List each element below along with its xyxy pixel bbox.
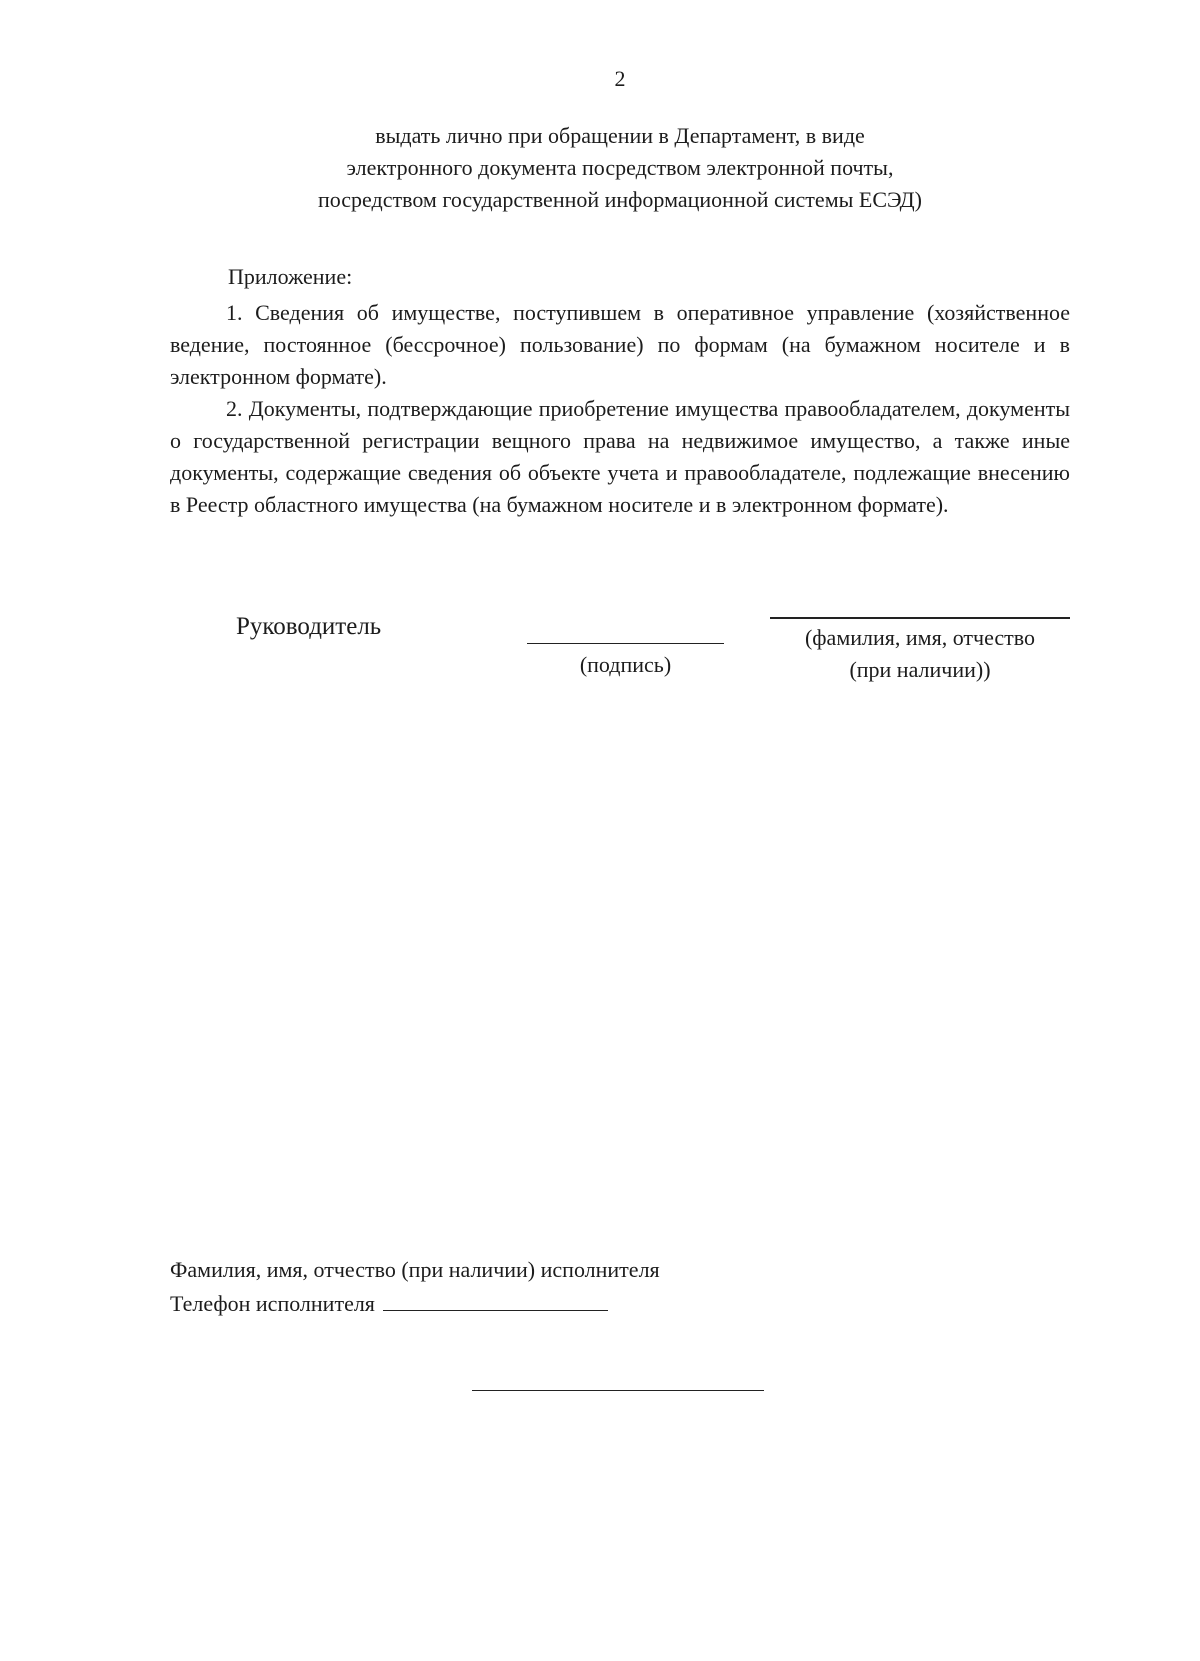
delivery-line: посредством государственной информационной системы ЕСЭД) bbox=[317, 187, 923, 212]
attachment-item-2: 2. Документы, подтверждающие приобретение имущества правообладателем, документы о государственной регистрации вещного права на недвижимое имущество, а также иные документы, содержащие сведения об объекте учета и правообладателе, подлежащие внесению в Реестр областного имущества (на бумажном носителе и в электронном формате). bbox=[170, 396, 1070, 517]
end-of-document-rule bbox=[472, 1390, 764, 1391]
name-caption-line: (фамилия, имя, отчество bbox=[804, 625, 1036, 650]
name-caption bbox=[770, 622, 1070, 686]
head-title: Руководитель bbox=[236, 613, 382, 640]
attachment-item-1: 1. Сведения об имуществе, поступившем в оперативное управление (хозяйственное ведение, постоянное (бессрочное) пользование) по формам (на бумажном носителе и в электронном формате). bbox=[170, 300, 1070, 389]
executor-phone-label: Телефон исполнителя bbox=[170, 1291, 375, 1316]
delivery-line: электронного документа посредством электронной почты, bbox=[346, 155, 894, 180]
executor-name-label: Фамилия, имя, отчество (при наличии) исполнителя bbox=[170, 1257, 660, 1282]
name-line bbox=[770, 617, 1070, 619]
name-caption-line: (при наличии)) bbox=[849, 657, 991, 682]
signature-line bbox=[527, 643, 724, 644]
delivery-method-text bbox=[0, 120, 1200, 216]
delivery-line: выдать лично при обращении в Департамент, в виде bbox=[375, 123, 865, 148]
phone-blank-line bbox=[383, 1290, 608, 1311]
executor-phone-row bbox=[170, 1290, 608, 1317]
page-number: 2 bbox=[614, 66, 626, 91]
signature-caption: (подпись) bbox=[579, 652, 672, 677]
attachment-heading: Приложение: bbox=[228, 264, 353, 289]
